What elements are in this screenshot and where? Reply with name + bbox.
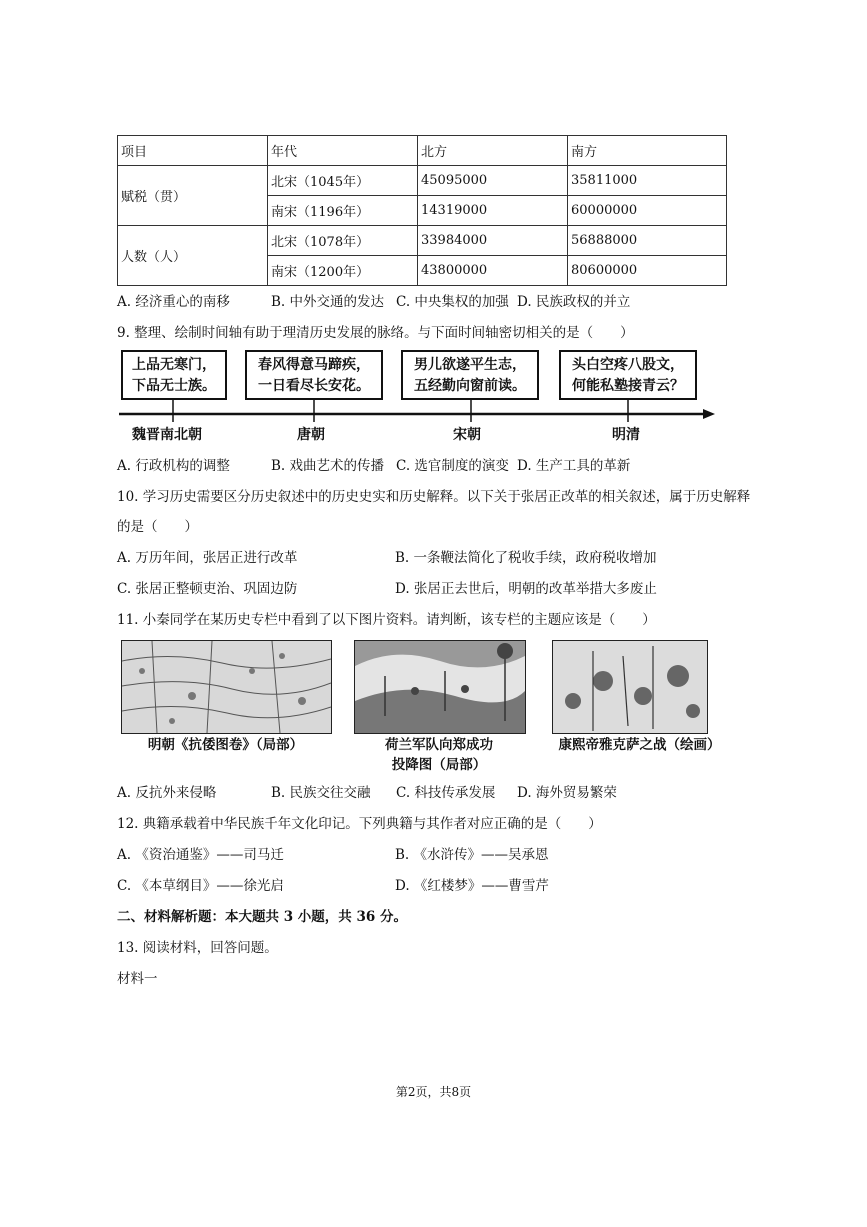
q11-stem: 11. 小秦同学在某历史专栏中看到了以下图片资料。请判断，该专栏的主题应该是（ ）	[117, 612, 656, 628]
caption-text: 投降图（局部）	[391, 757, 487, 773]
q10-option-b[interactable]: B. 一条鞭法简化了税收手续，政府税收增加	[395, 550, 657, 566]
q9-option-b[interactable]: B. 戏曲艺术的传播	[271, 458, 385, 474]
table-header-cell: 年代	[268, 136, 418, 166]
caption-text: 荷兰军队向郑成功	[385, 737, 493, 753]
q9-option-d[interactable]: D. 生产工具的革新	[517, 458, 631, 474]
q11-option-a[interactable]: A. 反抗外来侵略	[117, 785, 217, 801]
table-row	[118, 166, 727, 196]
timeline-box-text: 何能私塾接青云？	[572, 378, 684, 394]
era-label: 魏晋南北朝	[132, 427, 202, 443]
q12-option-b[interactable]: B. 《水浒传》——吴承恩	[395, 847, 549, 863]
q10-option-c[interactable]: C. 张居正整顿吏治、巩固边防	[117, 581, 298, 597]
timeline-box-3	[401, 350, 539, 400]
image-caption-2	[354, 735, 524, 775]
q8-option-a[interactable]: A. 经济重心的南移	[117, 294, 230, 310]
table-header-cell: 北方	[418, 136, 568, 166]
material-1-label: 材料一	[117, 971, 158, 987]
q9-option-a[interactable]: A. 行政机构的调整	[117, 458, 230, 474]
timeline-box-2	[245, 350, 383, 400]
table-cell: 43800000	[418, 256, 568, 286]
table-cell: 14319000	[418, 196, 568, 226]
q10-option-a[interactable]: A. 万历年间，张居正进行改革	[117, 550, 298, 566]
timeline-box-1	[121, 350, 227, 400]
timeline-box-text: 下品无士族。	[132, 378, 216, 394]
q10-option-d[interactable]: D. 张居正去世后，明朝的改革举措大多废止	[395, 581, 657, 597]
table-cell: 北宋（1078年）	[268, 226, 418, 256]
table-row	[118, 226, 727, 256]
tax-population-table	[117, 135, 727, 286]
q12-option-a[interactable]: A. 《资治通鉴》——司马迁	[117, 847, 284, 863]
q11-option-d[interactable]: D. 海外贸易繁荣	[517, 785, 617, 801]
section-2-heading: 二、材料解析题：本大题共 3 小题，共 36 分。	[117, 909, 407, 925]
image-caption-1	[121, 735, 330, 755]
q9-option-c[interactable]: C. 选官制度的演变	[396, 458, 509, 474]
q8-option-d[interactable]: D. 民族政权的并立	[517, 294, 631, 310]
q11-option-b[interactable]: B. 民族交往交融	[271, 785, 371, 801]
q12-option-c[interactable]: C. 《本草纲目》——徐光启	[117, 878, 284, 894]
table-header-cell: 南方	[568, 136, 727, 166]
timeline-box-text: 春风得意马蹄疾，	[258, 357, 370, 373]
timeline-box-4	[559, 350, 697, 400]
table-cell: 60000000	[568, 196, 727, 226]
caption-text: 康熙帝雅克萨之战（绘画）	[558, 737, 721, 753]
timeline-box-text: 五经勤向窗前读。	[414, 378, 526, 394]
image-caption-3	[552, 735, 727, 755]
table-group-label: 赋税（贯）	[118, 166, 268, 226]
q8-option-c[interactable]: C. 中央集权的加强	[396, 294, 509, 310]
table-cell: 33984000	[418, 226, 568, 256]
table-cell: 南宋（1200年）	[268, 256, 418, 286]
zheng-chenggong-surrender-image	[354, 640, 526, 734]
era-label: 宋朝	[453, 427, 481, 443]
q10-stem: 10. 学习历史需要区分历史叙述中的历史史实和历史解释。以下关于张居正改革的相关叙述，属于历史解释	[117, 489, 751, 505]
timeline-box-text: 上品无寒门，	[132, 357, 216, 373]
q10-stem-cont: 的是（ ）	[117, 519, 198, 535]
table-group-label: 人数（人）	[118, 226, 268, 286]
era-label: 明清	[612, 427, 640, 443]
q9-stem: 9. 整理、绘制时间轴有助于理清历史发展的脉络。与下面时间轴密切相关的是（ ）	[117, 325, 634, 341]
table-header-cell: 项目	[118, 136, 268, 166]
table-header-row	[118, 136, 727, 166]
q11-option-c[interactable]: C. 科技传承发展	[396, 785, 496, 801]
table-cell: 35811000	[568, 166, 727, 196]
timeline-box-text: 男儿欲遂平生志，	[414, 357, 526, 373]
yaksa-battle-painting-image	[552, 640, 708, 734]
q13-stem: 13. 阅读材料，回答问题。	[117, 940, 278, 956]
table-cell: 56888000	[568, 226, 727, 256]
q12-stem: 12. 典籍承载着中华民族千年文化印记。下列典籍与其作者对应正确的是（ ）	[117, 816, 602, 832]
table-cell: 北宋（1045年）	[268, 166, 418, 196]
caption-text: 明朝《抗倭图卷》（局部）	[147, 737, 304, 753]
timeline-box-text: 头白空疼八股文，	[572, 357, 684, 373]
era-label: 唐朝	[297, 427, 325, 443]
q12-option-d[interactable]: D. 《红楼梦》——曹雪芹	[395, 878, 549, 894]
page-footer: 第2页，共8页	[395, 1085, 472, 1099]
q8-option-b[interactable]: B. 中外交通的发达	[271, 294, 385, 310]
table-cell: 80600000	[568, 256, 727, 286]
timeline-axis	[117, 400, 717, 424]
table-cell: 南宋（1196年）	[268, 196, 418, 226]
anti-pirate-scroll-image	[121, 640, 332, 734]
table-cell: 45095000	[418, 166, 568, 196]
timeline-box-text: 一日看尽长安花。	[258, 378, 370, 394]
